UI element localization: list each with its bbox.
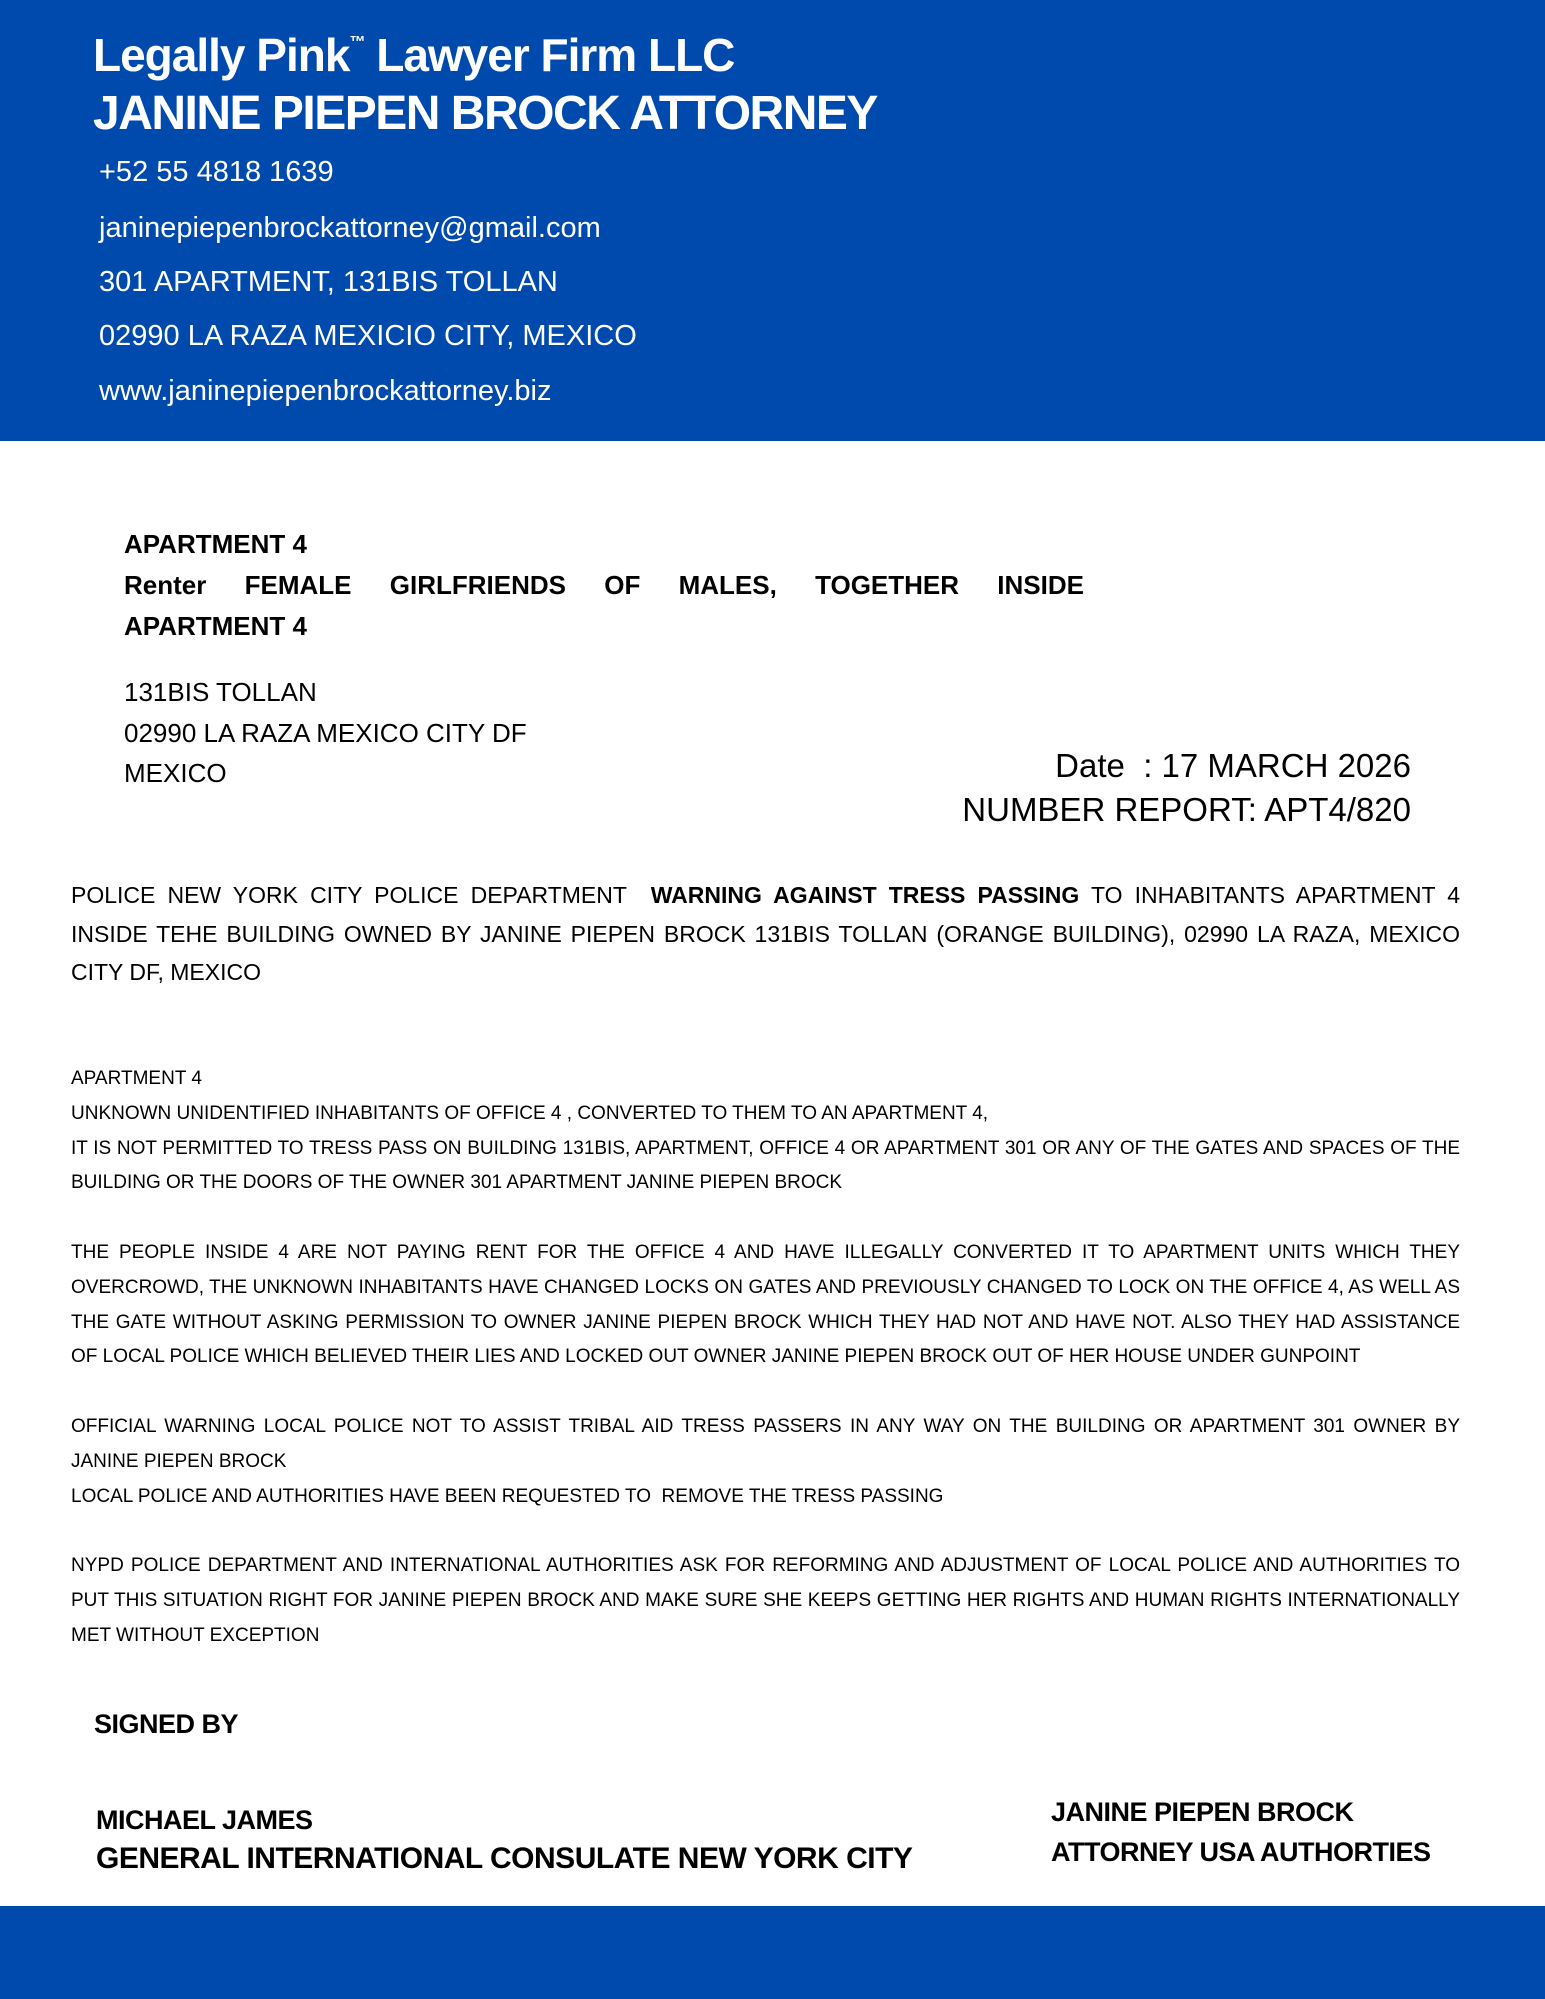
trademark-symbol: ™ xyxy=(349,34,365,51)
recipient-address-line: 02990 LA RAZA MEXICO CITY DF xyxy=(124,717,527,748)
body-paragraph: NYPD POLICE DEPARTMENT AND INTERNATIONAL AUTHORITIES ASK FOR REFORMING AND ADJUSTMENT OF LOCAL POLICE AND AUTHORITIES TO PUT THIS SITUATION RIGHT FOR JANINE PIEPEN BROCK AND MAKE SURE SHE KEEPS GETTING HER RIGHTS AND HUMAN RIGHTS INTERNATIONALLY MET WITHOUT EXCEPTION xyxy=(71,1555,1460,1646)
recipient-line-3: APARTMENT 4 xyxy=(124,611,307,641)
left-signatory-title: GENERAL INTERNATIONAL CONSULATE NEW YORK CITY xyxy=(96,1842,913,1875)
website: www.janinepiepenbrockattorney.biz xyxy=(99,375,552,407)
firm-name-suffix: Lawyer Firm LLC xyxy=(364,29,735,81)
phone: +52 55 4818 1639 xyxy=(99,156,334,188)
right-signatory-title: ATTORNEY USA AUTHORTIES xyxy=(1051,1837,1431,1867)
left-signatory-name: MICHAEL JAMES xyxy=(96,1805,313,1835)
recipient-line-2: Renter FEMALE GIRLFRIENDS OF MALES, TOGETHER INSIDE xyxy=(124,570,1084,600)
recipient-address-line: 131BIS TOLLAN xyxy=(124,677,317,707)
body-line: LOCAL POLICE AND AUTHORITIES HAVE BEEN REQUESTED TO REMOVE THE TRESS PASSING xyxy=(71,1485,944,1507)
body-paragraph: OFFICIAL WARNING LOCAL POLICE NOT TO ASSIST TRIBAL AID TRESS PASSERS IN ANY WAY ON THE BUILDING OR APARTMENT 301 OWNER BY JANINE PIEPEN BROCK xyxy=(71,1415,1460,1472)
body-paragraph: THE PEOPLE INSIDE 4 ARE NOT PAYING RENT FOR THE OFFICE 4 AND HAVE ILLEGALLY CONVERTED IT TO APARTMENT UNITS WHICH THEY OVERCROWD, THE UNKNOWN INHABITANTS HAVE CHANGED LOCKS ON GATES AND PREVIOUSLY CHANGED TO LOCK ON THE OFFICE 4, AS WELL AS THE GATE WITHOUT ASKING PERMISSION TO OWNER JANINE PIEPEN BROCK WHICH THEY HAD NOT AND HAVE NOT. ALSO THEY HAD ASSISTANCE OF LOCAL POLICE WHICH BELIEVED THEIR LIES AND LOCKED OUT OWNER JANINE PIEPEN BROCK OUT OF HER HOUSE UNDER GUNPOINT xyxy=(71,1241,1460,1368)
signed-by-label: SIGNED BY xyxy=(94,1709,239,1739)
address-line-2: 02990 LA RAZA MEXICIO CITY, MEXICO xyxy=(99,320,637,352)
intro-warning: WARNING AGAINST TRESS PASSING xyxy=(650,882,1080,908)
recipient-address xyxy=(124,672,527,794)
recipient-address-line: MEXICO xyxy=(124,758,227,788)
report-number: NUMBER REPORT: APT4/820 xyxy=(962,791,1411,828)
right-signatory-name: JANINE PIEPEN BROCK xyxy=(1051,1797,1354,1827)
letterhead-banner xyxy=(0,0,1545,441)
date: Date : 17 MARCH 2026 xyxy=(1055,747,1411,784)
firm-name xyxy=(93,28,734,82)
intro-paragraph xyxy=(71,876,1467,992)
attorney-title: JANINE PIEPEN BROCK ATTORNEY xyxy=(93,87,877,140)
body-paragraph: IT IS NOT PERMITTED TO TRESS PASS ON BUILDING 131BIS, APARTMENT, OFFICE 4 OR APARTMENT 301 OR ANY OF THE GATES AND SPACES OF THE BUILDING OR THE DOORS OF THE OWNER 301 APARTMENT JANINE PIEPEN BROCK xyxy=(71,1137,1460,1194)
intro-text: POLICE NEW YORK CITY POLICE DEPARTMENT xyxy=(71,882,651,908)
address-line-1: 301 APARTMENT, 131BIS TOLLAN xyxy=(99,266,558,298)
letter-body xyxy=(71,1062,1460,1654)
recipient-line-1: APARTMENT 4 xyxy=(124,529,307,559)
intro-text: TO INHABITANTS APARTMENT 4 INSIDE TEHE BUILDING OWNED BY JANINE PIEPEN BROCK 131BIS TOLLAN (ORANGE BUILDING), 02990 LA RAZA, MEXICO CITY DF, MEXICO xyxy=(71,882,1467,985)
report-meta xyxy=(962,744,1411,832)
body-line: UNKNOWN UNIDENTIFIED INHABITANTS OF OFFICE 4 , CONVERTED TO THEM TO AN APARTMENT 4, xyxy=(71,1102,989,1124)
body-line: APARTMENT 4 xyxy=(71,1068,202,1089)
footer-banner xyxy=(0,1906,1545,1999)
recipient-block xyxy=(124,524,1084,647)
firm-name-main: Legally Pink xyxy=(93,29,350,81)
email: janinepiepenbrockattorney@gmail.com xyxy=(99,212,601,244)
